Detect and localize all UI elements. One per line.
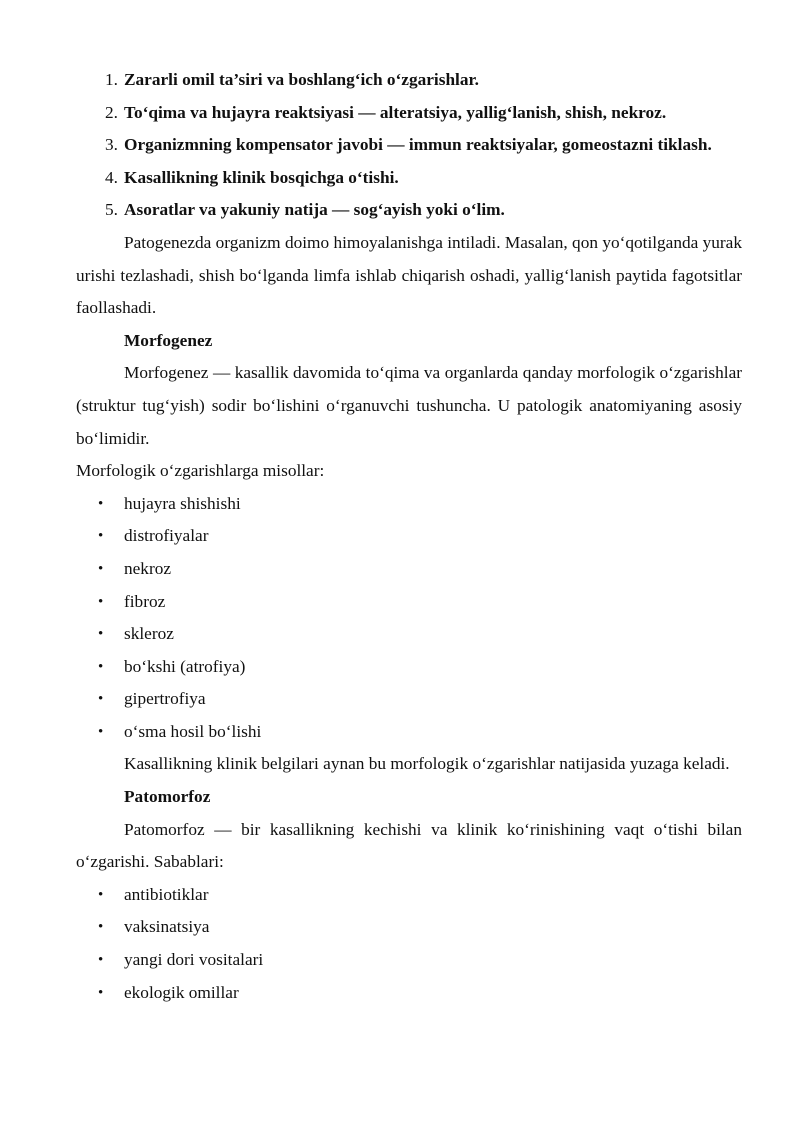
item-text: Organizmning kompensator javobi — immun reaktsiyalar, gomeostazni tiklash.: [124, 135, 712, 155]
item-text: Asoratlar va yakuniy natija — sog‘ayish yoki o‘lim.: [124, 200, 505, 220]
list-item: [76, 879, 742, 912]
list-item-text: bo‘kshi (atrofiya): [124, 656, 246, 676]
list-item: [76, 944, 742, 977]
paragraph-clinical: Kasallikning klinik belgilari aynan bu morfologik o‘zgarishlar natijasida yuzaga keladi.: [124, 754, 730, 774]
list-item-text: antibiotiklar: [124, 884, 209, 904]
list-item: [76, 520, 742, 553]
numbered-item-5: [76, 194, 742, 227]
list-item: [76, 553, 742, 586]
bullet-icon: •: [98, 593, 104, 610]
paragraph-patogenez: Patogenezda organizm doimo himoyalanishga intiladi. Masalan, qon yo‘qotilganda yurak urishi tezlashadi, shish bo‘lganda limfa ishlab chiqarish oshadi, yallig‘lanish paytida fagotsitlar faollashadi.: [76, 232, 742, 318]
bullet-icon: •: [98, 528, 104, 545]
list-item: [76, 683, 742, 716]
list-item-text: fibroz: [124, 591, 166, 611]
list-item-text: vaksinatsiya: [124, 917, 210, 937]
paragraph-morfogenez: Morfogenez — kasallik davomida to‘qima va organlarda qanday morfologik o‘zgarishlar (struktur tug‘yish) sodir bo‘lishini o‘rganuvchi tushuncha. U patologik anatomiyaning asosiy bo‘limidir.: [76, 363, 742, 448]
list-item-text: o‘sma hosil bo‘lishi: [124, 721, 262, 741]
item-number: 3.: [105, 135, 118, 155]
morphology-examples-list: [76, 488, 742, 749]
item-text: To‘qima va hujayra reaktsiyasi — alteratsiya, yallig‘lanish, shish, nekroz.: [124, 102, 667, 122]
heading-patomorfoz: Patomorfoz: [124, 787, 211, 807]
bullet-icon: •: [98, 658, 104, 675]
bullet-icon: •: [98, 691, 104, 708]
item-number: 2.: [105, 102, 118, 122]
paragraph-patomorfoz: Patomorfoz — bir kasallikning kechishi va klinik ko‘rinishining vaqt o‘tishi bilan o‘zgarishi. Sabablari:: [76, 819, 742, 872]
list-item: [76, 716, 742, 749]
item-text: Zararli omil ta’siri va boshlang‘ich o‘zgarishlar.: [124, 70, 479, 89]
bullet-icon: •: [98, 886, 104, 903]
list-item-text: distrofiyalar: [124, 526, 209, 546]
bullet-icon: •: [98, 560, 104, 577]
numbered-item-2: [76, 97, 742, 130]
bullet-icon: •: [98, 723, 104, 740]
list-item: [76, 977, 742, 1010]
list-item-text: ekologik omillar: [124, 982, 239, 1002]
bullet-icon: •: [98, 984, 104, 1001]
list-item: [76, 488, 742, 521]
list-item-text: yangi dori vositalari: [124, 950, 264, 970]
list-item: [76, 618, 742, 651]
numbered-item-1: [76, 64, 742, 97]
list-item: [76, 911, 742, 944]
document-page: [76, 64, 742, 1009]
patomorfoz-reasons-list: [76, 879, 742, 1009]
list-item: [76, 651, 742, 684]
list-item-text: nekroz: [124, 558, 172, 578]
item-number: 1.: [105, 70, 118, 89]
item-number: 5.: [105, 200, 118, 220]
list-item: [76, 586, 742, 619]
item-number: 4.: [105, 167, 118, 187]
heading-morfogenez: Morfogenez: [124, 330, 213, 350]
bullet-icon: •: [98, 952, 104, 969]
examples-intro: Morfologik o‘zgarishlarga misollar:: [76, 461, 325, 481]
bullet-icon: •: [98, 495, 104, 512]
list-item-text: skleroz: [124, 624, 174, 644]
bullet-icon: •: [98, 626, 104, 643]
bullet-icon: •: [98, 919, 104, 936]
list-item-text: hujayra shishishi: [124, 493, 241, 513]
item-text: Kasallikning klinik bosqichga o‘tishi.: [124, 167, 399, 187]
numbered-item-4: [76, 162, 742, 195]
numbered-item-3: [76, 129, 742, 162]
list-item-text: gipertrofiya: [124, 689, 206, 709]
